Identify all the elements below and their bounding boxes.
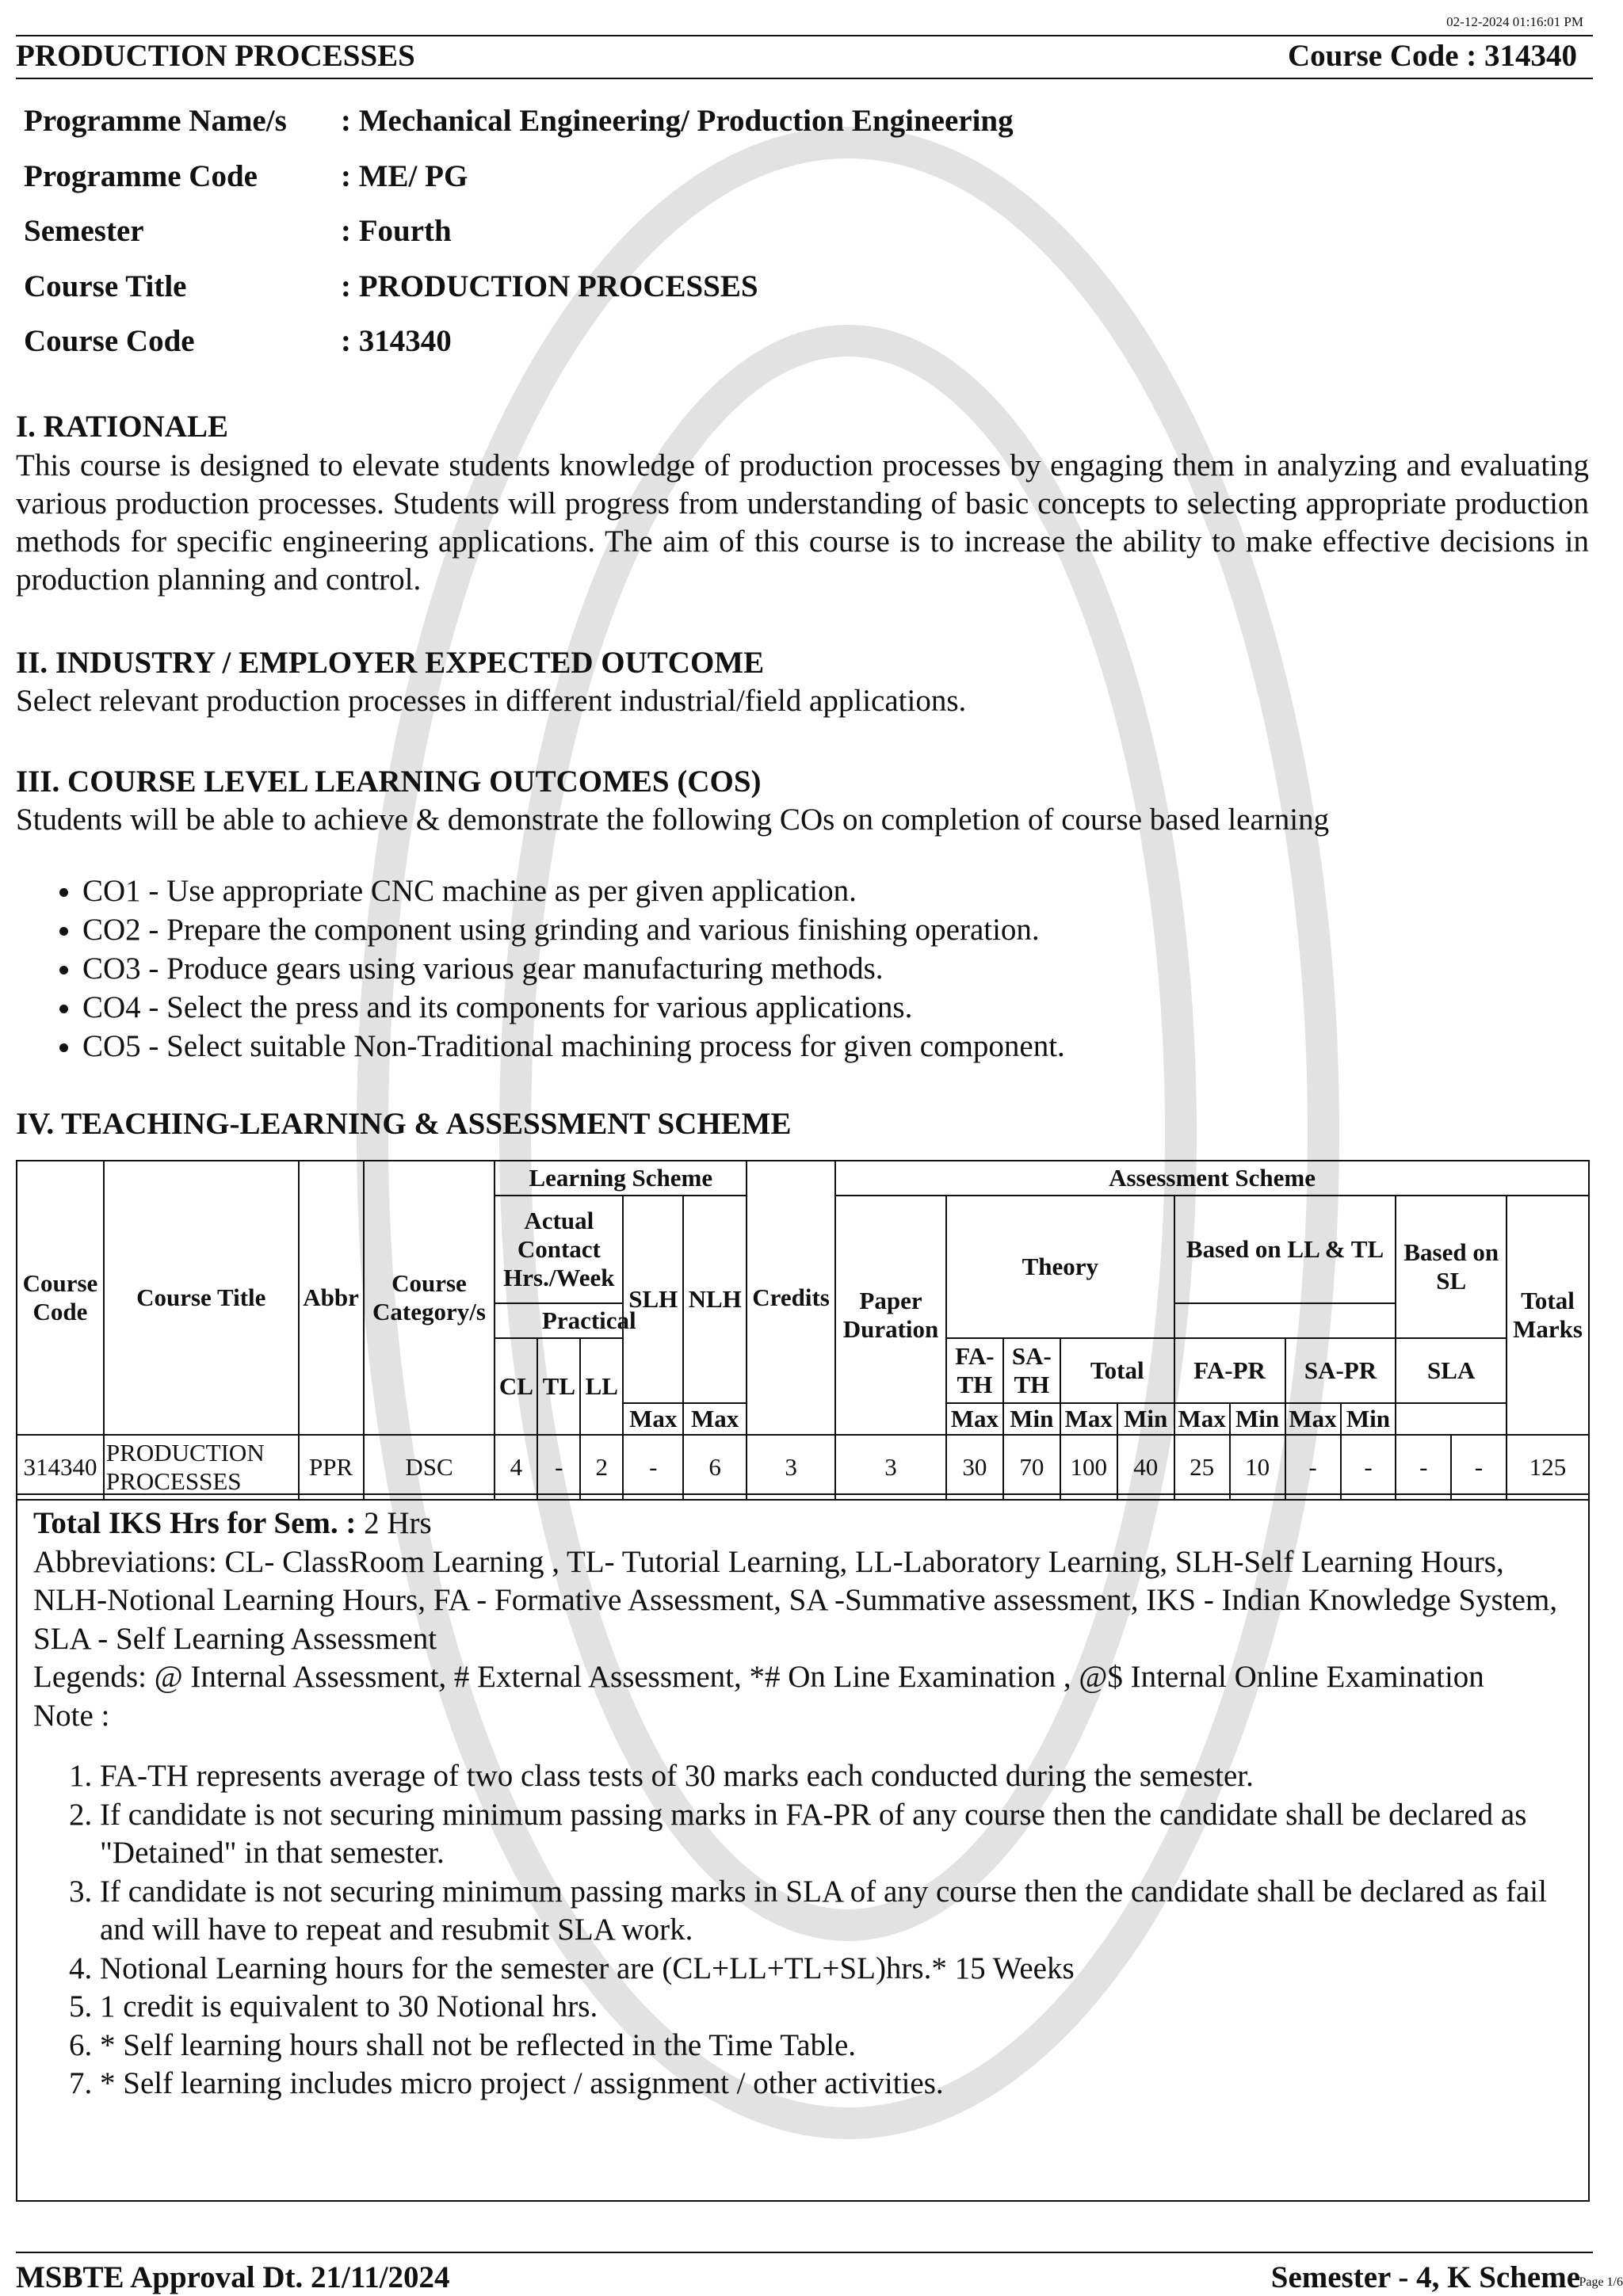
th-min: Min: [1117, 1403, 1174, 1435]
scheme-heading: IV. TEACHING-LEARNING & ASSESSMENT SCHEME: [16, 1107, 792, 1141]
th-sa-th: SA-TH: [1003, 1338, 1060, 1403]
th-tl: TL: [537, 1338, 580, 1435]
footer-rule: [16, 2252, 1593, 2253]
th-min: Min: [1341, 1403, 1396, 1435]
th-course-title: Course Title: [104, 1161, 299, 1435]
th-max: Max: [623, 1403, 683, 1435]
list-item: 4. Notional Learning hours for the semester are (CL+LL+TL+SL)hrs.* 15 Weeks: [100, 1950, 1572, 1989]
meta-row: Course Code : 314340: [24, 324, 452, 358]
cell-total-max: 100: [1060, 1435, 1117, 1500]
cell-nlh: 6: [683, 1435, 747, 1500]
th-learning-scheme: Learning Scheme: [495, 1161, 747, 1196]
list-item: 3. If candidate is not securing minimum passing marks in SLA of any course then the candidate shall be declared as fail and will have to repeat and resubmit SLA work.: [100, 1873, 1572, 1950]
cell-cl: 4: [495, 1435, 537, 1500]
th-max: Max: [683, 1403, 747, 1435]
th-max: Max: [946, 1403, 1003, 1435]
header-rule-bottom: [16, 78, 1593, 79]
cell-abbr: PPR: [299, 1435, 364, 1500]
meta-row: Programme Name/s : Mechanical Engineering/ Production Engineering: [24, 104, 1014, 138]
list-item: • CO2 - Prepare the component using grinding and various finishing operation.: [82, 910, 1065, 949]
scheme-table: [16, 1160, 1590, 1501]
cell-fa-pr-max: 25: [1174, 1435, 1230, 1500]
cell-tl: -: [537, 1435, 580, 1500]
th-slh: SLH: [623, 1196, 683, 1403]
footer-scheme: Semester - 4, K Scheme: [1270, 2260, 1580, 2294]
th-min: Min: [1230, 1403, 1285, 1435]
industry-heading: II. INDUSTRY / EMPLOYER EXPECTED OUTCOME: [16, 646, 765, 680]
cell-sla-min: -: [1451, 1435, 1507, 1500]
iks-line: Total IKS Hrs for Sem. : 2 Hrs: [33, 1506, 432, 1540]
cell-code: 314340: [17, 1435, 104, 1500]
meta-row: Programme Code : ME/ PG: [24, 158, 468, 193]
th-max: Max: [1285, 1403, 1341, 1435]
th-practical: Practical: [495, 1303, 683, 1338]
list-item: 2. If candidate is not securing minimum passing marks in FA-PR of any course then the candidate shall be declared as "Detained" in that semester.: [100, 1796, 1572, 1873]
abbreviations-text: Abbreviations: CL- ClassRoom Learning , TL- Tutorial Learning, LL-Laboratory Learning, SLH-Self Learning Hours, NLH-Notional Learning Hours, FA - Formative Assessment, SA -Summative assessment, IKS - Indian Knowledge System, SLA - Self Learning Assessment: [33, 1544, 1558, 1656]
cell-credits: 3: [747, 1435, 835, 1500]
meta-row: Semester : Fourth: [24, 214, 452, 248]
page-number: Page 1/6: [1579, 2275, 1623, 2289]
course-meta: [24, 93, 1014, 369]
list-item: • CO5 - Select suitable Non-Traditional machining process for given component.: [82, 1027, 1065, 1066]
th-sa-pr: SA-PR: [1285, 1338, 1396, 1403]
cos-heading: III. COURSE LEVEL LEARNING OUTCOMES (COS): [16, 765, 762, 799]
cell-title: PRODUCTION PROCESSES: [104, 1435, 299, 1500]
th-ll: LL: [580, 1338, 623, 1435]
legends-text: Legends: @ Internal Assessment, # External Assessment, *# On Line Examination , @$ Internal Online Examination: [33, 1660, 1484, 1694]
cell-sla-max: -: [1396, 1435, 1451, 1500]
cell-total-min: 40: [1117, 1435, 1174, 1500]
list-item: 1. FA-TH represents average of two class tests of 30 marks each conducted during the semester.: [100, 1757, 1572, 1796]
cell-category: DSC: [364, 1435, 495, 1500]
cell-sa-th-max: 70: [1003, 1435, 1060, 1500]
th-fa-th: FA-TH: [946, 1338, 1003, 1403]
footer-approval: MSBTE Approval Dt. 21/11/2024: [16, 2260, 450, 2294]
cos-intro: Students will be able to achieve & demonstrate the following COs on completion of course based learning: [16, 803, 1330, 837]
page-title: PRODUCTION PROCESSES: [16, 39, 415, 73]
industry-text: Select relevant production processes in different industrial/field applications.: [16, 684, 967, 718]
th-min: Min: [1003, 1403, 1060, 1435]
th-credits: Credits: [747, 1161, 835, 1435]
cell-sa-pr-max: -: [1285, 1435, 1341, 1500]
list-item: • CO1 - Use appropriate CNC machine as per given application.: [82, 871, 1065, 910]
th-paper-duration: Paper Duration: [835, 1196, 946, 1435]
th-nlh: NLH: [683, 1196, 747, 1403]
notes-box: [16, 1493, 1590, 2202]
th-based-sl: Based on SL: [1396, 1196, 1507, 1338]
cell-total-marks: 125: [1507, 1435, 1589, 1500]
list-item: 6. * Self learning hours shall not be reflected in the Time Table.: [100, 2027, 1572, 2065]
th-total-marks: Total Marks: [1507, 1196, 1589, 1435]
notes-list: [33, 1757, 1572, 2103]
rationale-heading: I. RATIONALE: [16, 410, 228, 444]
print-timestamp: 02-12-2024 01:16:01 PM: [1446, 14, 1583, 29]
cell-fa-pr-min: 10: [1230, 1435, 1285, 1500]
cell-sa-pr-min: -: [1341, 1435, 1396, 1500]
th-category: Course Category/s: [364, 1161, 495, 1435]
list-item: • CO3 - Produce gears using various gear manufacturing methods.: [82, 949, 1065, 988]
note-label: Note :: [33, 1698, 110, 1733]
th-fa-pr: FA-PR: [1174, 1338, 1285, 1403]
list-item: 5. 1 credit is equivalent to 30 Notional hrs.: [100, 1988, 1572, 2027]
th-theory: Theory: [946, 1196, 1174, 1338]
list-item: 7. * Self learning includes micro project / assignment / other activities.: [100, 2065, 1572, 2103]
th-course-code: Course Code: [17, 1161, 104, 1435]
header-course-code: Course Code : 314340: [1287, 39, 1577, 73]
cell-fa-th-max: 30: [946, 1435, 1003, 1500]
th-assessment-scheme: Assessment Scheme: [835, 1161, 1589, 1196]
th-based-ll-tl: Based on LL & TL: [1174, 1196, 1396, 1303]
cell-slh: -: [623, 1435, 683, 1500]
list-item: • CO4 - Select the press and its components for various applications.: [82, 988, 1065, 1027]
meta-row: Course Title : PRODUCTION PROCESSES: [24, 269, 758, 303]
cos-list: [48, 871, 1065, 1066]
th-max: Max: [1060, 1403, 1117, 1435]
th-total: Total: [1060, 1338, 1174, 1403]
header-rule: [16, 35, 1593, 36]
table-row: [17, 1435, 1589, 1500]
th-actual-contact: Actual Contact Hrs./Week: [495, 1196, 623, 1303]
th-max: Max: [1174, 1403, 1230, 1435]
cell-duration: 3: [835, 1435, 946, 1500]
th-cl: CL: [495, 1338, 537, 1435]
th-abbr: Abbr: [299, 1161, 364, 1435]
cell-ll: 2: [580, 1435, 623, 1500]
rationale-text: This course is designed to elevate students knowledge of production processes by engaging them in analyzing and evaluating various production processes. Students will progress from understanding of basic concepts to selecting appropriate production methods for specific engineering applications. The aim of this course is to increase the ability to make effective decisions in production planning and control.: [16, 448, 1589, 597]
th-sla: SLA: [1396, 1338, 1507, 1403]
